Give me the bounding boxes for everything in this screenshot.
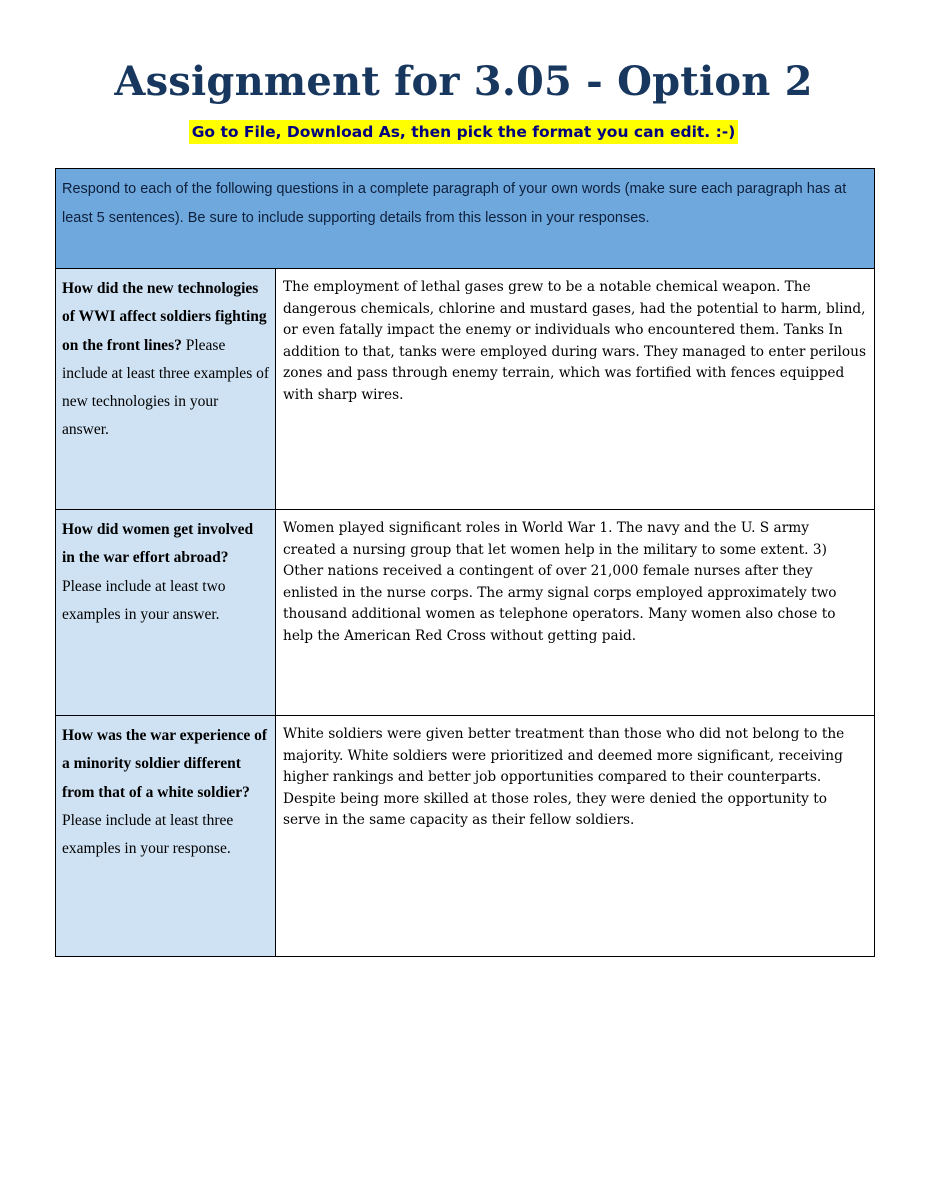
question-cell <box>56 716 276 957</box>
answer-cell[interactable]: Women played significant roles in World War 1. The navy and the U. S army created a nursing group that let women help in the military to some extent. 3) Other nations received a contingent of over 21,000 female nurses after they enlisted in the nurse corps. The army signal corps employed approximately two thousand additional women as telephone operators. Many women also chose to help the American Red Cross without getting paid. <box>276 510 875 716</box>
page-title: Assignment for 3.05 - Option 2 <box>114 58 813 105</box>
assignment-table <box>55 168 875 957</box>
question-rest-text: Please include at least three examples in your response. <box>62 811 234 858</box>
instructions-row <box>56 169 875 269</box>
answer-cell[interactable]: White soldiers were given better treatment than those who did not belong to the majority. White soldiers were prioritized and deemed more significant, receiving higher rankings and better job opportunities compared to their counterparts. Despite being more skilled at those roles, they were denied the opportunity to serve in the same capacity as their fellow soldiers. <box>276 716 875 957</box>
question-rest-text: Please include at least three examples of new technologies in your answer. <box>62 336 270 439</box>
answer-cell[interactable]: The employment of lethal gases grew to be a notable chemical weapon. The dangerous chemicals, chlorine and mustard gases, had the potential to harm, blind, or even fatally impact the enemy or individuals who encountered them. Tanks In addition to that, tanks were employed during wars. They managed to enter perilous zones and pass through enemy terrain, which was fortified with fences equipped with sharp wires. <box>276 269 875 510</box>
question-bold-text: How was the war experience of a minority soldier different from that of a white soldier? <box>62 727 268 801</box>
instructions-cell: Respond to each of the following questions in a complete paragraph of your own words (make sure each paragraph has at least 5 sentences). Be sure to include supporting details from this lesson in your responses. <box>56 169 875 269</box>
subtitle-instruction: Go to File, Download As, then pick the format you can edit. :-) <box>189 120 739 144</box>
table-row <box>56 510 875 716</box>
table-row <box>56 716 875 957</box>
subtitle-container <box>0 120 927 144</box>
question-rest-text: Please include at least two examples in your answer. <box>62 577 226 623</box>
table-row <box>56 269 875 510</box>
question-bold-text: How did women get involved in the war effort abroad? <box>62 521 254 567</box>
question-cell <box>56 269 276 510</box>
question-cell <box>56 510 276 716</box>
question-bold-text: How did the new technologies of WWI affect soldiers fighting on the front lines? <box>62 280 267 354</box>
